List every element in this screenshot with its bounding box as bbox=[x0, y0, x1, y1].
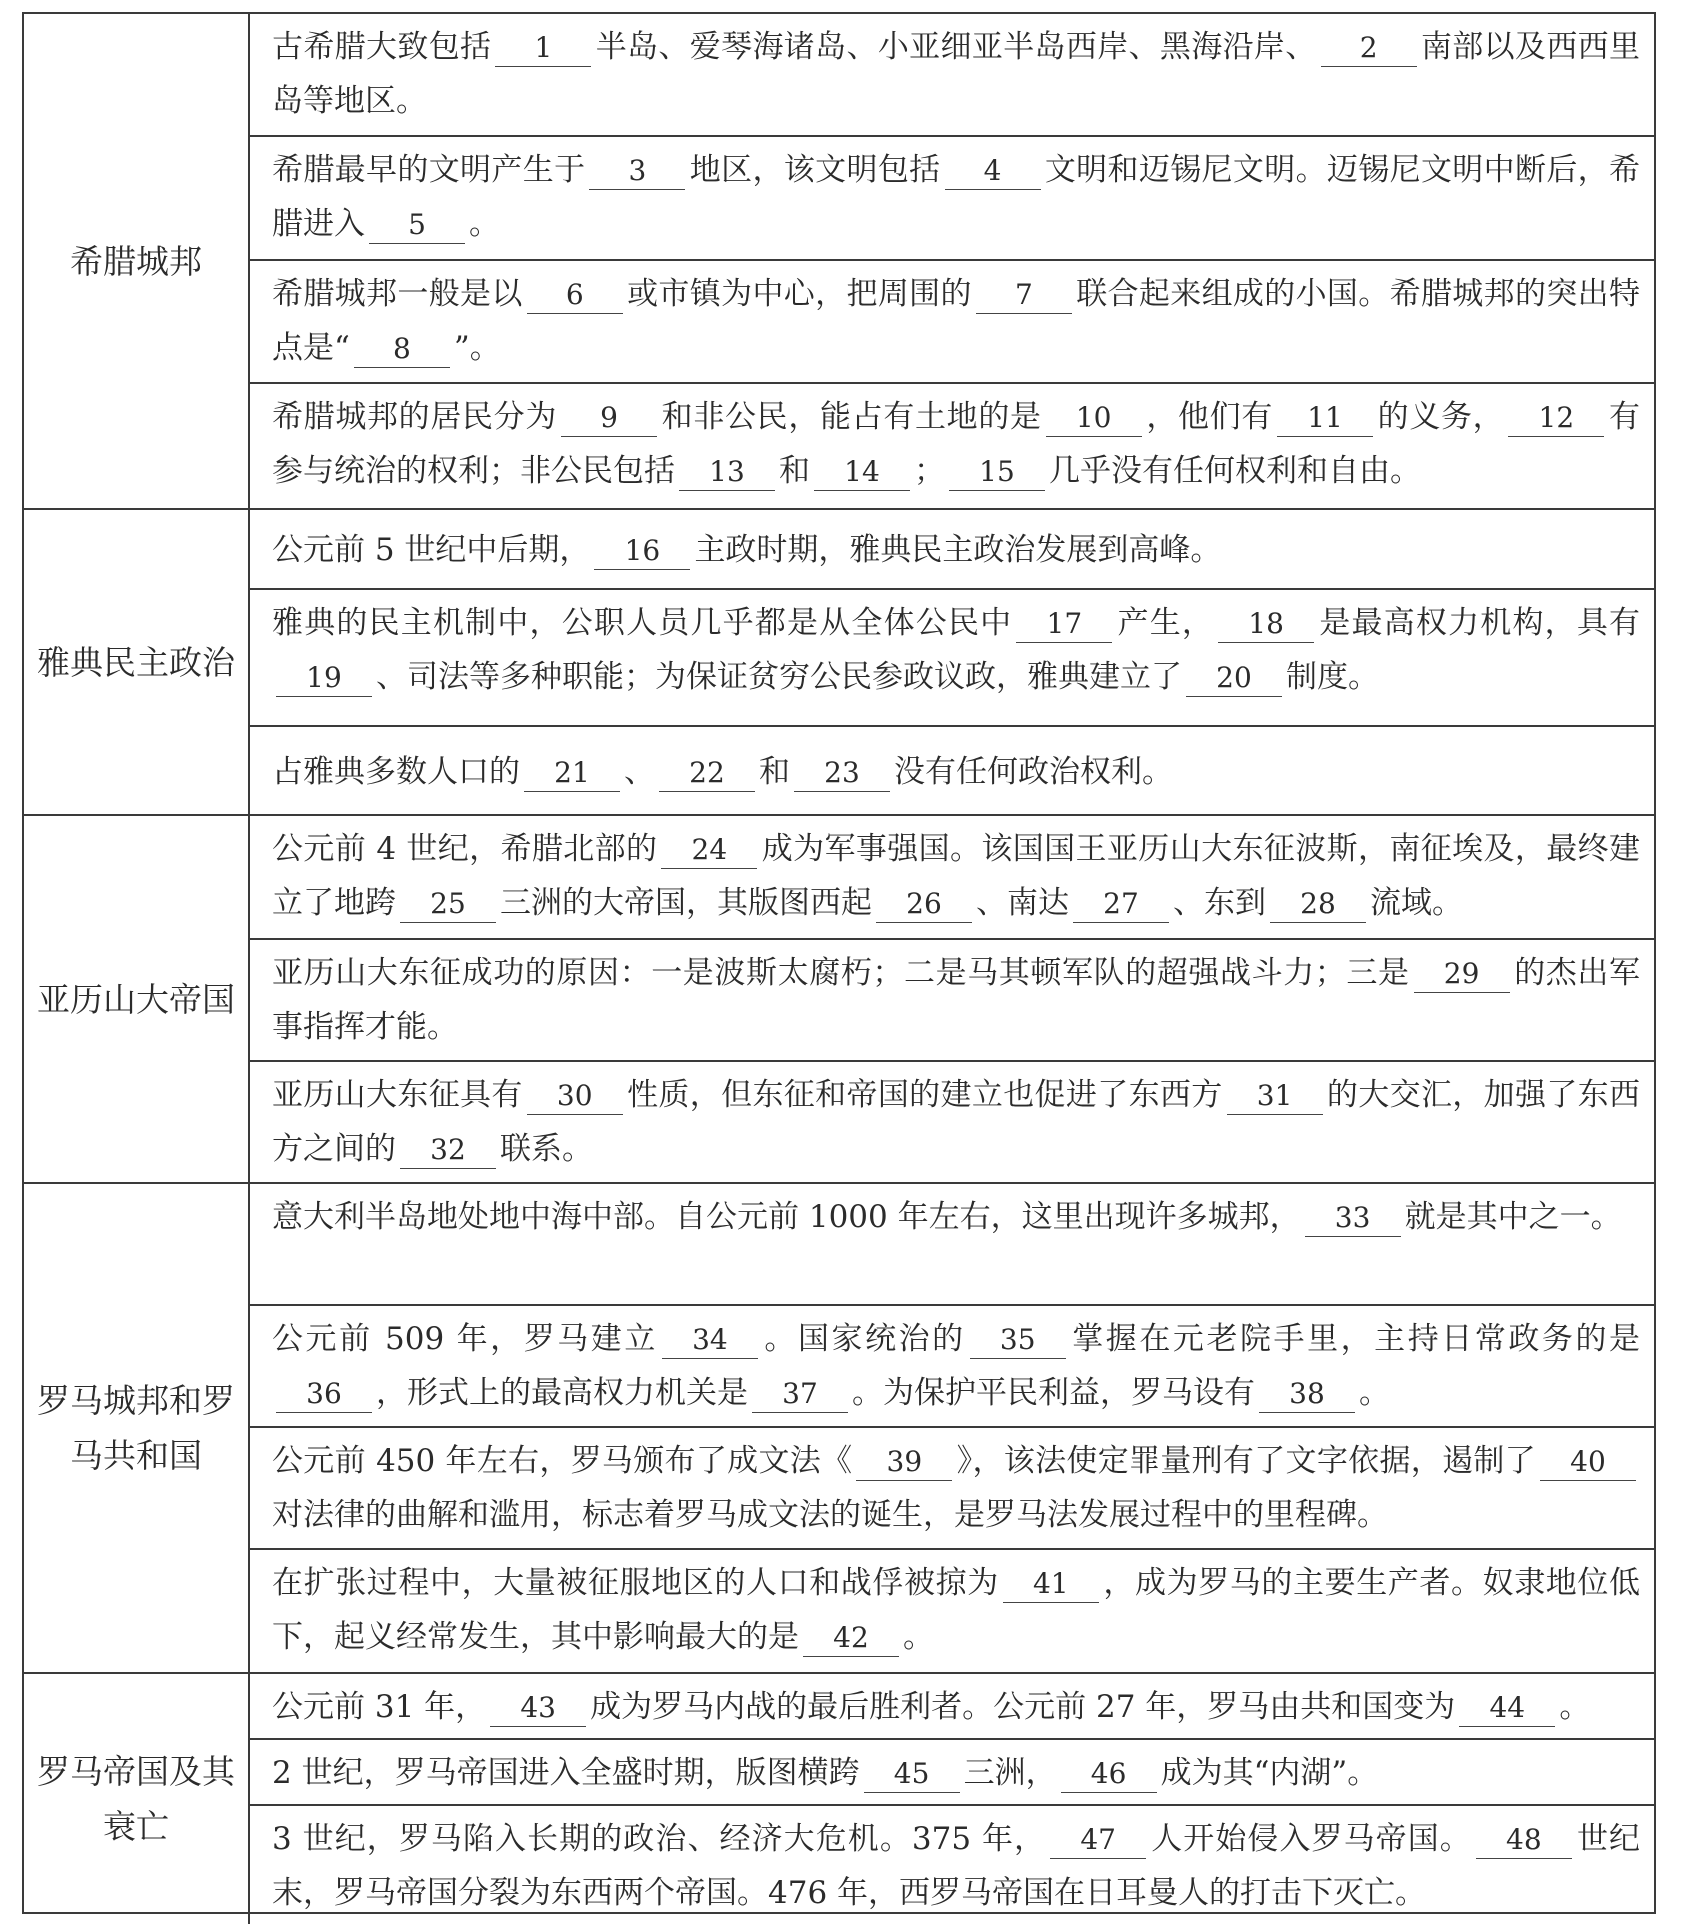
answer-blank[interactable]: 16 bbox=[594, 533, 690, 570]
section-rows bbox=[249, 14, 1654, 509]
row-text bbox=[272, 1812, 1640, 1920]
row-text-segment: 有参与统治的权利；非公民包括 bbox=[272, 399, 1641, 489]
row-text-segment: 公元前 4 世纪，希腊北部的 bbox=[272, 831, 658, 867]
row-text-segment: 产生， bbox=[1116, 605, 1215, 641]
row-text-segment: 、 bbox=[624, 753, 655, 790]
fill-blank-row bbox=[250, 1062, 1654, 1182]
row-text-segment: 制度。 bbox=[1286, 659, 1379, 695]
row-text-segment: 的大交汇，加强了东西方之间的 bbox=[272, 1077, 1641, 1167]
fill-blank-row bbox=[250, 1184, 1654, 1306]
answer-blank[interactable]: 28 bbox=[1270, 886, 1366, 923]
row-text-segment: 人开始侵入罗马帝国。 bbox=[1150, 1821, 1472, 1857]
answer-blank[interactable]: 38 bbox=[1259, 1376, 1355, 1413]
row-text bbox=[272, 596, 1640, 704]
row-text bbox=[272, 143, 1640, 251]
answer-blank[interactable]: 18 bbox=[1218, 606, 1314, 643]
fill-blank-row bbox=[250, 1550, 1654, 1672]
answer-blank[interactable]: 8 bbox=[354, 331, 450, 368]
row-text-segment: 希腊城邦一般是以 bbox=[272, 276, 523, 312]
row-text-segment: 没有任何政治权利。 bbox=[894, 753, 1173, 790]
answer-blank[interactable]: 2 bbox=[1321, 30, 1417, 67]
answer-blank[interactable]: 39 bbox=[856, 1444, 952, 1481]
row-text-segment: 公元前 450 年左右，罗马颁布了成文法《 bbox=[272, 1443, 853, 1479]
row-text bbox=[272, 523, 1221, 577]
row-text bbox=[272, 1680, 1590, 1734]
section-title: 雅典民主政治 bbox=[24, 509, 249, 815]
answer-blank[interactable]: 14 bbox=[814, 454, 910, 491]
answer-blank[interactable]: 15 bbox=[949, 454, 1045, 491]
row-text-segment: 是最高权力机构，具有 bbox=[1318, 605, 1641, 641]
row-text-segment: 亚历山大东征具有 bbox=[272, 1077, 523, 1113]
answer-blank[interactable]: 5 bbox=[369, 207, 465, 244]
fill-blank-row bbox=[250, 1428, 1654, 1550]
fill-blank-row bbox=[250, 940, 1654, 1062]
row-text-segment: 文明和迈锡尼文明。迈锡尼文明中断后，希腊进入 bbox=[272, 152, 1640, 242]
outline-sheet bbox=[22, 12, 1656, 1914]
row-text-segment: 在扩张过程中，大量被征服地区的人口和战俘被掠为 bbox=[272, 1565, 999, 1601]
section-rows bbox=[249, 815, 1654, 1183]
fill-blank-row bbox=[250, 1806, 1654, 1924]
row-text-segment: 意大利半岛地处地中海中部。自公元前 1000 年左右，这里出现许多城邦， bbox=[272, 1199, 1301, 1235]
row-text-segment: 半岛、爱琴海诸岛、小亚细亚半岛西岸、黑海沿岸、 bbox=[595, 29, 1317, 65]
row-text bbox=[272, 1312, 1640, 1420]
row-text-segment: 成为罗马内战的最后胜利者。公元前 27 年，罗马由共和国变为 bbox=[590, 1689, 1456, 1725]
answer-blank[interactable]: 21 bbox=[524, 755, 620, 792]
row-text-segment: 希腊城邦的居民分为 bbox=[272, 399, 557, 435]
row-text-segment: 成为其“内湖”。 bbox=[1160, 1755, 1379, 1791]
row-text-segment: 、东到 bbox=[1173, 885, 1266, 921]
answer-blank[interactable]: 3 bbox=[589, 153, 685, 190]
row-text-segment: 古希腊大致包括 bbox=[272, 29, 492, 65]
row-text bbox=[272, 1434, 1640, 1542]
row-text-segment: 。 bbox=[1359, 1375, 1390, 1411]
row-text-segment: 三洲的大帝国，其版图西起 bbox=[500, 885, 872, 921]
row-text bbox=[272, 20, 1640, 128]
row-text-segment: 掌握在元老院手里，主持日常政务的是 bbox=[1069, 1321, 1640, 1357]
row-text-segment: 公元前 31 年， bbox=[272, 1689, 487, 1725]
answer-blank[interactable]: 46 bbox=[1061, 1756, 1157, 1793]
answer-blank[interactable]: 31 bbox=[1227, 1078, 1323, 1115]
answer-blank[interactable]: 26 bbox=[876, 886, 972, 923]
answer-blank[interactable]: 11 bbox=[1277, 400, 1373, 437]
answer-blank[interactable]: 27 bbox=[1073, 886, 1169, 923]
answer-blank[interactable]: 20 bbox=[1186, 660, 1282, 697]
row-text-segment: 、南达 bbox=[976, 885, 1069, 921]
row-text-segment: 。 bbox=[1559, 1689, 1591, 1725]
row-text-segment: 3 世纪，罗马陷入长期的政治、经济大危机。375 年， bbox=[272, 1821, 1047, 1857]
row-text-segment: 》，该法使定罪量刑有了文字依据，遏制了 bbox=[956, 1443, 1536, 1479]
row-text-segment: ，形式上的最高权力机关是 bbox=[376, 1375, 748, 1411]
row-text-segment: 三洲， bbox=[963, 1755, 1057, 1791]
answer-blank[interactable]: 25 bbox=[400, 886, 496, 923]
answer-blank[interactable]: 29 bbox=[1414, 956, 1510, 993]
row-text-segment: 地区，该文明包括 bbox=[689, 152, 941, 188]
row-text-segment: 占雅典多数人口的 bbox=[272, 753, 520, 790]
fill-blank-row bbox=[250, 816, 1654, 940]
fill-blank-row bbox=[250, 261, 1654, 384]
row-text-segment: 和非公民，能占有土地的是 bbox=[661, 399, 1042, 435]
row-text-segment: 主政时期，雅典民主政治发展到高峰。 bbox=[694, 532, 1222, 568]
row-text-segment: 。国家统治的 bbox=[761, 1321, 966, 1357]
fill-blank-row bbox=[250, 384, 1654, 508]
section-alexander-empire bbox=[24, 815, 1654, 1183]
answer-blank[interactable]: 45 bbox=[864, 1756, 960, 1793]
row-text-segment: 性质，但东征和帝国的建立也促进了东西方 bbox=[626, 1077, 1223, 1113]
answer-blank[interactable]: 43 bbox=[490, 1690, 586, 1727]
row-text-segment: 和 bbox=[759, 753, 790, 790]
row-text-segment: 公元前 5 世纪中后期， bbox=[272, 532, 591, 568]
answer-blank[interactable]: 4 bbox=[945, 153, 1041, 190]
answer-blank[interactable]: 24 bbox=[661, 832, 757, 869]
section-roman-empire bbox=[24, 1673, 1654, 1924]
section-title: 亚历山大帝国 bbox=[24, 815, 249, 1183]
answer-blank[interactable]: 40 bbox=[1540, 1444, 1636, 1481]
fill-blank-row bbox=[250, 1306, 1654, 1428]
answer-blank[interactable]: 22 bbox=[659, 755, 755, 792]
answer-blank[interactable]: 6 bbox=[527, 277, 623, 314]
answer-blank[interactable]: 10 bbox=[1046, 400, 1142, 437]
answer-blank[interactable]: 30 bbox=[527, 1078, 623, 1115]
fill-blank-row bbox=[250, 590, 1654, 727]
row-text-segment: 联合起来组成的小国。希腊城邦的突出特点是“ bbox=[272, 276, 1641, 366]
row-text bbox=[272, 822, 1640, 930]
answer-blank[interactable]: 23 bbox=[794, 755, 890, 792]
answer-blank[interactable]: 34 bbox=[662, 1322, 758, 1359]
row-text bbox=[272, 1068, 1640, 1176]
section-rows bbox=[249, 1183, 1654, 1673]
answer-blank[interactable]: 32 bbox=[400, 1132, 496, 1169]
answer-blank[interactable]: 1 bbox=[495, 30, 591, 67]
row-text bbox=[272, 745, 1173, 799]
fill-blank-row bbox=[250, 14, 1654, 137]
answer-blank[interactable]: 19 bbox=[276, 660, 372, 697]
section-title: 罗马城邦和罗马共和国 bbox=[24, 1183, 249, 1673]
row-text-segment: 2 世纪，罗马帝国进入全盛时期，版图横跨 bbox=[272, 1755, 860, 1791]
row-text-segment: ，成为罗马的主要生产者。奴隶地位低下，起义经常发生，其中影响最大的是 bbox=[272, 1565, 1641, 1655]
row-text-segment: 公元前 509 年，罗马建立 bbox=[272, 1321, 658, 1357]
row-text-segment: 联系。 bbox=[500, 1131, 593, 1167]
row-text-segment: 的义务， bbox=[1377, 399, 1505, 435]
row-text-segment: 。为保护平民利益，罗马设有 bbox=[852, 1375, 1255, 1411]
row-text-segment: 成为军事强国。该国国王亚历山大东征波斯，南征埃及，最终建立了地跨 bbox=[272, 831, 1641, 921]
fill-blank-row bbox=[250, 510, 1654, 590]
answer-blank[interactable]: 13 bbox=[679, 454, 775, 491]
row-text-segment: 世纪末，罗马帝国分裂为东西两个帝国。476 年，西罗马帝国在日耳曼人的打击下灭亡。 bbox=[272, 1821, 1641, 1911]
row-text-segment: 就是其中之一。 bbox=[1404, 1199, 1622, 1235]
row-text-segment: 南部以及西西里岛等地区。 bbox=[272, 29, 1641, 119]
row-text-segment: ，他们有 bbox=[1145, 399, 1274, 435]
section-athenian-democracy bbox=[24, 509, 1654, 815]
row-text-segment: 几乎没有任何权利和自由。 bbox=[1049, 453, 1421, 489]
row-text-segment: 。 bbox=[469, 206, 500, 242]
row-text-segment: 。 bbox=[903, 1619, 934, 1655]
row-text-segment: 流域。 bbox=[1370, 885, 1463, 921]
row-text-segment: 希腊最早的文明产生于 bbox=[272, 152, 586, 188]
section-title: 希腊城邦 bbox=[24, 14, 249, 509]
row-text bbox=[272, 1556, 1640, 1664]
row-text-segment: 的杰出军事指挥才能。 bbox=[272, 955, 1641, 1045]
answer-blank[interactable]: 42 bbox=[803, 1620, 899, 1657]
answer-blank[interactable]: 41 bbox=[1003, 1566, 1099, 1603]
answer-blank[interactable]: 47 bbox=[1050, 1822, 1146, 1859]
answer-blank[interactable]: 7 bbox=[976, 277, 1072, 314]
answer-blank[interactable]: 44 bbox=[1459, 1690, 1555, 1727]
fill-blank-row bbox=[250, 1740, 1654, 1806]
fill-blank-row bbox=[250, 1674, 1654, 1740]
row-text-segment: 对法律的曲解和滥用，标志着罗马成文法的诞生，是罗马法发展过程中的里程碑。 bbox=[272, 1497, 1388, 1533]
section-title: 罗马帝国及其衰亡 bbox=[24, 1673, 249, 1924]
row-text-segment: 和 bbox=[779, 453, 810, 489]
fill-blank-row bbox=[250, 727, 1654, 814]
row-text-segment: ； bbox=[914, 453, 945, 489]
answer-blank[interactable]: 36 bbox=[276, 1376, 372, 1413]
history-outline-table bbox=[24, 14, 1654, 1924]
row-text-segment: ”。 bbox=[453, 330, 501, 366]
answer-blank[interactable]: 35 bbox=[970, 1322, 1066, 1359]
answer-blank[interactable]: 17 bbox=[1016, 606, 1112, 643]
answer-blank[interactable]: 33 bbox=[1305, 1200, 1401, 1237]
row-text bbox=[272, 390, 1640, 498]
row-text-segment: 雅典的民主机制中，公职人员几乎都是从全体公民中 bbox=[272, 605, 1013, 641]
answer-blank[interactable]: 12 bbox=[1508, 400, 1604, 437]
answer-blank[interactable]: 48 bbox=[1476, 1822, 1572, 1859]
fill-blank-row bbox=[250, 137, 1654, 261]
answer-blank[interactable]: 37 bbox=[752, 1376, 848, 1413]
section-greek-city-states bbox=[24, 14, 1654, 509]
section-rows bbox=[249, 1673, 1654, 1924]
row-text-segment: 、司法等多种职能；为保证贫穷公民参政议政，雅典建立了 bbox=[376, 659, 1182, 695]
answer-blank[interactable]: 9 bbox=[561, 400, 657, 437]
section-roman-republic bbox=[24, 1183, 1654, 1673]
row-text bbox=[272, 946, 1640, 1054]
row-text bbox=[272, 267, 1640, 375]
row-text-segment: 亚历山大东征成功的原因：一是波斯太腐朽；二是马其顿军队的超强战斗力；三是 bbox=[272, 955, 1410, 991]
row-text bbox=[272, 1190, 1640, 1244]
row-text bbox=[272, 1746, 1378, 1800]
row-text-segment: 或市镇为中心，把周围的 bbox=[626, 276, 972, 312]
section-rows bbox=[249, 509, 1654, 815]
